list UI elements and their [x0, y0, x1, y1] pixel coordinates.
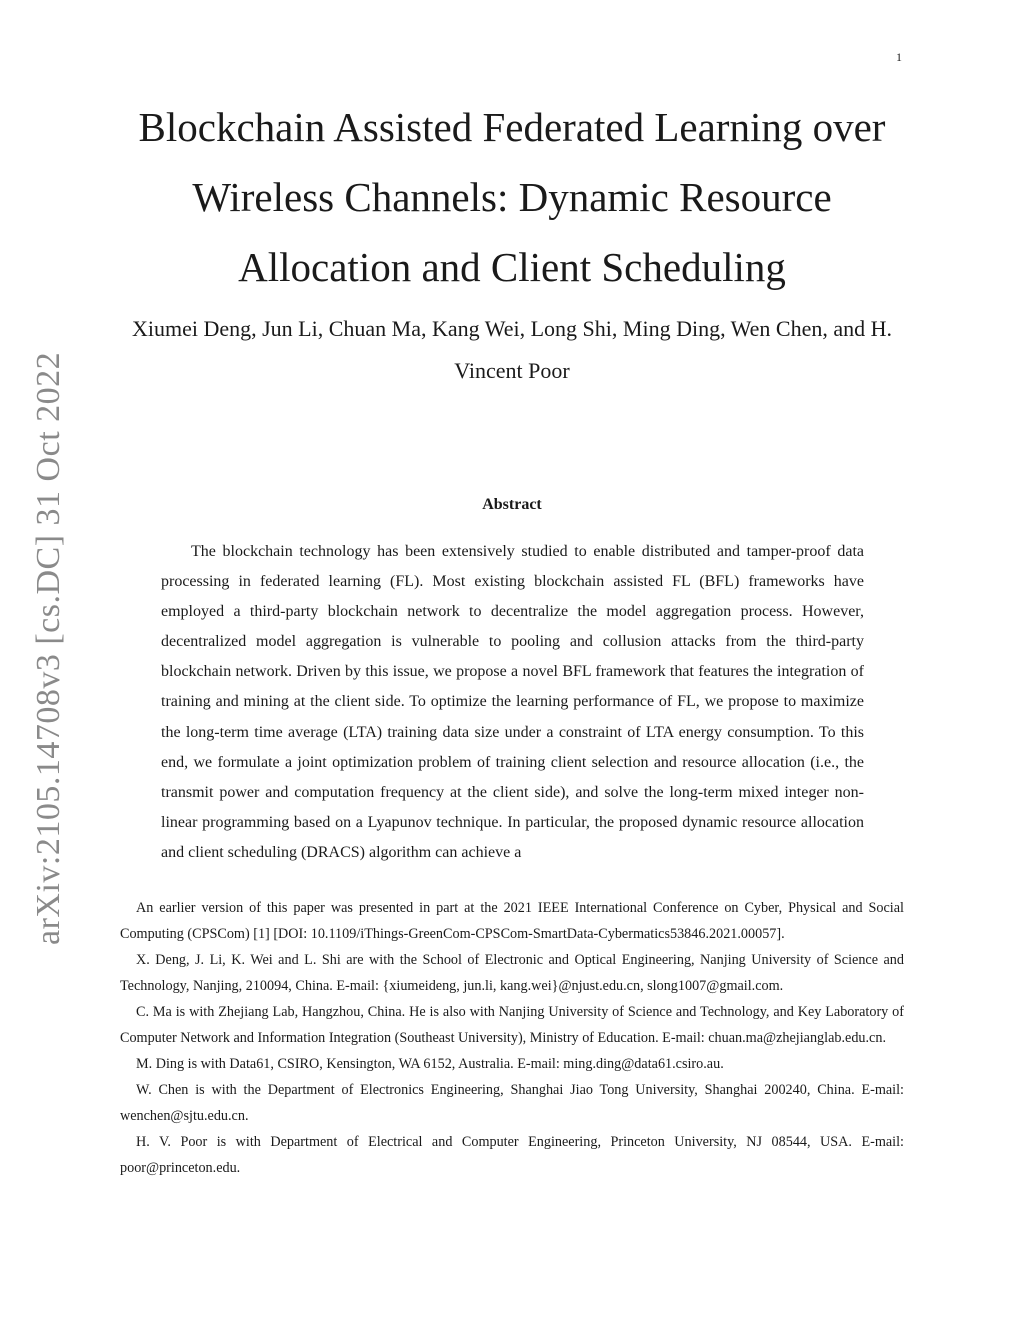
footnote-affiliation-princeton: H. V. Poor is with Department of Electrical and Computer Engineering, Princeton University, NJ 08544, USA. E-mail: poor@princeton.edu. [120, 1134, 904, 1176]
footnote-earlier-version: An earlier version of this paper was presented in part at the 2021 IEEE International Conference on Cyber, Physical and Social Computing (CPSCom) [1] [DOI: 10.1109/iThings-GreenCom-CPSCom-SmartData-Cybermatics53846.2021.00057]. [120, 900, 904, 942]
footnote-affiliation-sjtu: W. Chen is with the Department of Electronics Engineering, Shanghai Jiao Tong University, Shanghai 200240, China. E-mail: wenchen@sjtu.edu.cn. [120, 1082, 904, 1124]
footnotes [120, 895, 904, 1181]
abstract-body: The blockchain technology has been extensively studied to enable distributed and tamper-proof data processing in federated learning (FL). Most existing blockchain assisted FL (BFL) frameworks have employed a third-party blockchain network to decentralize the model aggregation process. However, decentralized model aggregation is vulnerable to pooling and collusion attacks from the third-party blockchain network. Driven by this issue, we propose a novel BFL framework that features the integration of training and mining at the client side. To optimize the learning performance of FL, we propose to maximize the long-term time average (LTA) training data size under a constraint of LTA energy consumption. To this end, we formulate a joint optimization problem of training client selection and resource allocation (i.e., the transmit power and computation frequency at the client side), and solve the long-term mixed integer non-linear programming based on a Lyapunov technique. In particular, the proposed dynamic resource allocation and client scheduling (DRACS) algorithm can achieve a [161, 543, 864, 861]
abstract-heading: Abstract [482, 496, 542, 513]
page-number: 1 [896, 50, 902, 64]
footnote-affiliation-njust: X. Deng, J. Li, K. Wei and L. Shi are with the School of Electronic and Optical Engineering, Nanjing University of Science and Technology, Nanjing, 210094, China. E-mail: {xiumeideng, jun.li, kang.wei}@njust.edu.cn, slong1007@gmail.com. [120, 952, 904, 994]
author-list: Xiumei Deng, Jun Li, Chuan Ma, Kang Wei, Long Shi, Ming Ding, Wen Chen, and H. Vincent Poor [131, 316, 893, 383]
footnote-affiliation-data61: M. Ding is with Data61, CSIRO, Kensington, WA 6152, Australia. E-mail: ming.ding@data61.csiro.au. [136, 1056, 724, 1072]
paper-title: Blockchain Assisted Federated Learning over Wireless Channels: Dynamic Resource Allocation and Client Scheduling [138, 104, 886, 290]
arxiv-identifier: arXiv:2105.14708v3 [cs.DC] 31 Oct 2022 [30, 351, 67, 945]
footnote-affiliation-zhejiang: C. Ma is with Zhejiang Lab, Hangzhou, China. He is also with Nanjing University of Science and Technology, and Key Laboratory of Computer Network and Information Integration (Southeast University), Ministry of Education. E-mail: chuan.ma@zhejianglab.edu.cn. [120, 1004, 904, 1046]
